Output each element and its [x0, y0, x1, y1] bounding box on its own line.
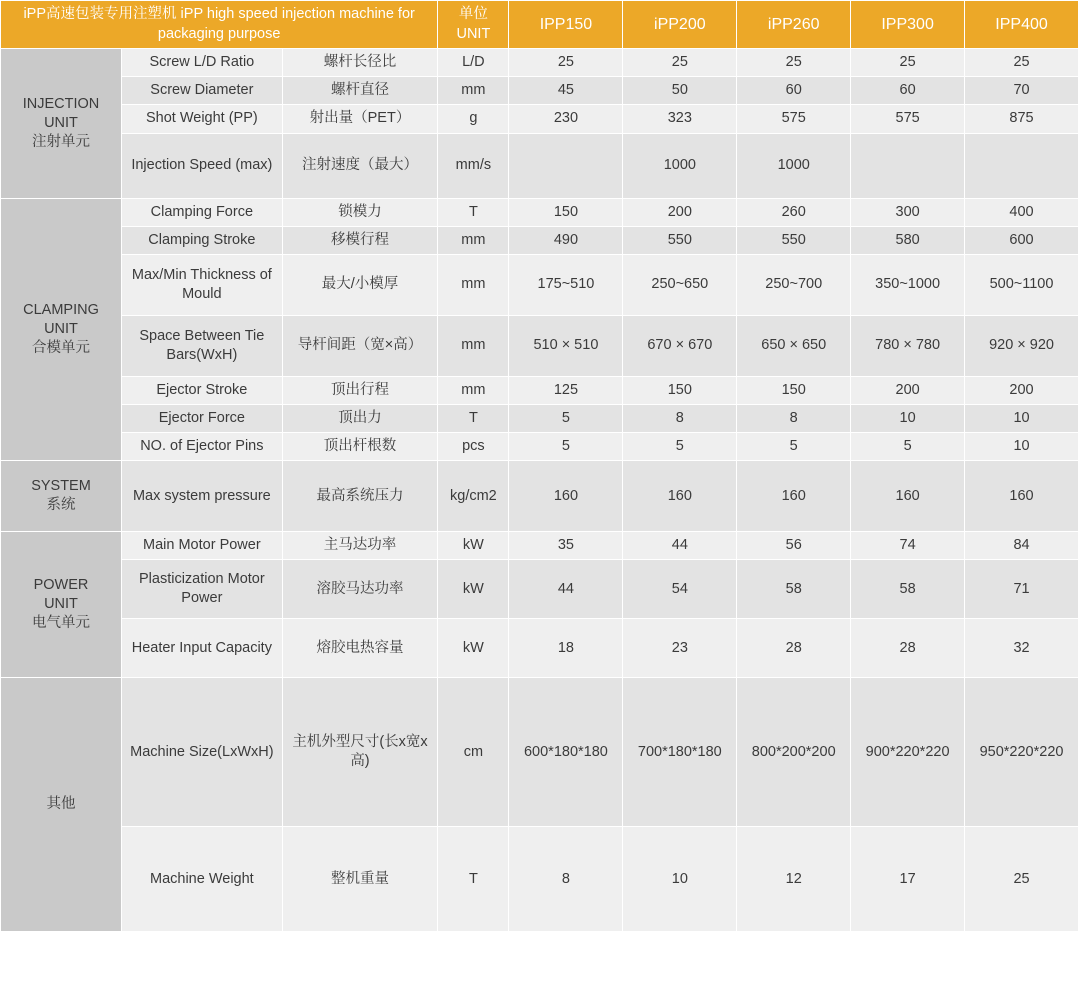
- cell-value: 350~1000: [851, 254, 965, 315]
- cell-value: 323: [623, 105, 737, 133]
- cell-value: 5: [737, 433, 851, 461]
- row-unit: mm: [438, 226, 509, 254]
- row-label-en: Machine Weight: [122, 827, 283, 932]
- table-header: [1, 1, 1079, 49]
- cell-value: 18: [509, 619, 623, 678]
- row-label-en: Max/Min Thickness of Mould: [122, 254, 283, 315]
- row-unit: T: [438, 827, 509, 932]
- group-label-power: [1, 532, 122, 678]
- cell-value: 920 × 920: [965, 315, 1079, 376]
- cell-value: 490: [509, 226, 623, 254]
- group-label-en-line1: CLAMPING: [23, 301, 99, 318]
- model-header-4: IPP400: [965, 1, 1079, 49]
- model-header-0: IPP150: [509, 1, 623, 49]
- cell-value: 250~650: [623, 254, 737, 315]
- cell-value: 200: [623, 198, 737, 226]
- cell-value: 71: [965, 560, 1079, 619]
- row-unit: g: [438, 105, 509, 133]
- cell-value: 8: [737, 404, 851, 432]
- cell-value: 160: [509, 461, 623, 532]
- row-unit: kg/cm2: [438, 461, 509, 532]
- row-label-en: Heater Input Capacity: [122, 619, 283, 678]
- row-label-cn: 溶胶马达功率: [282, 560, 438, 619]
- row-label-en: Ejector Stroke: [122, 376, 283, 404]
- cell-value: 58: [851, 560, 965, 619]
- table-row: [1, 254, 1079, 315]
- row-label-en: Plasticization Motor Power: [122, 560, 283, 619]
- row-label-cn: 锁模力: [282, 198, 438, 226]
- row-label-en: Ejector Force: [122, 404, 283, 432]
- table-row: [1, 433, 1079, 461]
- cell-value: 575: [737, 105, 851, 133]
- cell-value: 5: [509, 433, 623, 461]
- cell-value: [509, 133, 623, 198]
- cell-value: 300: [851, 198, 965, 226]
- cell-value: 160: [851, 461, 965, 532]
- cell-value: 900*220*220: [851, 678, 965, 827]
- cell-value: 650 × 650: [737, 315, 851, 376]
- table-row: [1, 49, 1079, 77]
- group-label-cn: 电气单元: [32, 615, 90, 632]
- table-row: [1, 77, 1079, 105]
- row-label-cn: 移模行程: [282, 226, 438, 254]
- cell-value: 58: [737, 560, 851, 619]
- row-label-en: Clamping Force: [122, 198, 283, 226]
- cell-value: 28: [851, 619, 965, 678]
- cell-value: 260: [737, 198, 851, 226]
- cell-value: 5: [623, 433, 737, 461]
- group-label-en-line1: SYSTEM: [31, 478, 91, 494]
- row-unit: mm: [438, 254, 509, 315]
- cell-value: 150: [623, 376, 737, 404]
- cell-value: 200: [851, 376, 965, 404]
- row-label-en: NO. of Ejector Pins: [122, 433, 283, 461]
- row-label-cn: 主机外型尺寸(长x宽x高): [282, 678, 438, 827]
- cell-value: 1000: [737, 133, 851, 198]
- cell-value: 74: [851, 532, 965, 560]
- table-row: [1, 315, 1079, 376]
- cell-value: [965, 133, 1079, 198]
- row-unit: mm/s: [438, 133, 509, 198]
- row-unit: mm: [438, 376, 509, 404]
- table-row: [1, 678, 1079, 827]
- table-row: [1, 105, 1079, 133]
- cell-value: 70: [965, 77, 1079, 105]
- cell-value: 44: [509, 560, 623, 619]
- row-label-en: Screw L/D Ratio: [122, 49, 283, 77]
- model-header-3: IPP300: [851, 1, 965, 49]
- row-unit: kW: [438, 532, 509, 560]
- cell-value: 875: [965, 105, 1079, 133]
- cell-value: 10: [623, 827, 737, 932]
- table-row: [1, 532, 1079, 560]
- cell-value: 160: [623, 461, 737, 532]
- row-unit: mm: [438, 77, 509, 105]
- group-label-cn: 系统: [46, 497, 76, 514]
- cell-value: 54: [623, 560, 737, 619]
- row-label-cn: 注射速度（最大）: [282, 133, 438, 198]
- cell-value: 25: [965, 49, 1079, 77]
- cell-value: 12: [737, 827, 851, 932]
- table-row: [1, 226, 1079, 254]
- cell-value: 10: [965, 433, 1079, 461]
- row-unit: T: [438, 404, 509, 432]
- table-body: [1, 49, 1079, 932]
- cell-value: 950*220*220: [965, 678, 1079, 827]
- cell-value: 800*200*200: [737, 678, 851, 827]
- unit-header: [438, 1, 509, 49]
- cell-value: 160: [965, 461, 1079, 532]
- cell-value: 250~700: [737, 254, 851, 315]
- cell-value: 25: [623, 49, 737, 77]
- row-unit: cm: [438, 678, 509, 827]
- cell-value: 35: [509, 532, 623, 560]
- table-row: [1, 461, 1079, 532]
- row-label-cn: 最大/小模厚: [282, 254, 438, 315]
- group-label-en-line1: INJECTION: [22, 95, 100, 112]
- group-label-cn: 合模单元: [32, 339, 90, 356]
- cell-value: 25: [965, 827, 1079, 932]
- table-row: [1, 133, 1079, 198]
- cell-value: 60: [851, 77, 965, 105]
- cell-value: 10: [851, 404, 965, 432]
- table-row: [1, 404, 1079, 432]
- group-label-clamping: [1, 198, 122, 461]
- unit-header-line2: UNIT: [456, 25, 491, 42]
- cell-value: 700*180*180: [623, 678, 737, 827]
- group-label-en-line2: UNIT: [44, 320, 78, 337]
- row-label-cn: 螺杆直径: [282, 77, 438, 105]
- row-unit: kW: [438, 560, 509, 619]
- unit-header-line1: 单位: [458, 6, 488, 23]
- cell-value: 600*180*180: [509, 678, 623, 827]
- row-label-cn: 射出量（PET）: [282, 105, 438, 133]
- cell-value: 45: [509, 77, 623, 105]
- cell-value: 5: [851, 433, 965, 461]
- group-label-en-line1: POWER: [33, 577, 89, 593]
- cell-value: 550: [737, 226, 851, 254]
- row-label-cn: 主马达功率: [282, 532, 438, 560]
- cell-value: [851, 133, 965, 198]
- cell-value: 50: [623, 77, 737, 105]
- cell-value: 125: [509, 376, 623, 404]
- group-label-en-line2: UNIT: [44, 114, 78, 131]
- row-label-cn: 最高系统压力: [282, 461, 438, 532]
- cell-value: 500~1100: [965, 254, 1079, 315]
- cell-value: 175~510: [509, 254, 623, 315]
- cell-value: 510 × 510: [509, 315, 623, 376]
- group-label-injection: [1, 49, 122, 198]
- table-row: [1, 198, 1079, 226]
- cell-value: 600: [965, 226, 1079, 254]
- table-row: [1, 560, 1079, 619]
- cell-value: 56: [737, 532, 851, 560]
- row-label-en: Screw Diameter: [122, 77, 283, 105]
- cell-value: 8: [509, 827, 623, 932]
- group-label-cn: 其他: [46, 796, 76, 813]
- cell-value: 580: [851, 226, 965, 254]
- row-label-en: Shot Weight (PP): [122, 105, 283, 133]
- row-label-cn: 顶出力: [282, 404, 438, 432]
- cell-value: 17: [851, 827, 965, 932]
- table-row: [1, 619, 1079, 678]
- cell-value: 400: [965, 198, 1079, 226]
- row-unit: pcs: [438, 433, 509, 461]
- group-label-system: [1, 461, 122, 532]
- row-unit: L/D: [438, 49, 509, 77]
- cell-value: 5: [509, 404, 623, 432]
- model-header-1: iPP200: [623, 1, 737, 49]
- cell-value: 200: [965, 376, 1079, 404]
- cell-value: 670 × 670: [623, 315, 737, 376]
- row-label-cn: 顶出杆根数: [282, 433, 438, 461]
- table-row: [1, 376, 1079, 404]
- table-title: iPP高速包装专用注塑机 iPP high speed injection machine for packaging purpose: [1, 1, 438, 49]
- cell-value: 23: [623, 619, 737, 678]
- cell-value: 575: [851, 105, 965, 133]
- row-unit: kW: [438, 619, 509, 678]
- row-label-cn: 螺杆长径比: [282, 49, 438, 77]
- row-label-cn: 熔胶电热容量: [282, 619, 438, 678]
- row-label-en: Clamping Stroke: [122, 226, 283, 254]
- row-label-cn: 导杆间距（宽×高）: [282, 315, 438, 376]
- row-label-en: Max system pressure: [122, 461, 283, 532]
- cell-value: 150: [737, 376, 851, 404]
- cell-value: 25: [737, 49, 851, 77]
- cell-value: 44: [623, 532, 737, 560]
- cell-value: 230: [509, 105, 623, 133]
- row-unit: mm: [438, 315, 509, 376]
- cell-value: 780 × 780: [851, 315, 965, 376]
- row-label-en: Injection Speed (max): [122, 133, 283, 198]
- row-label-cn: 顶出行程: [282, 376, 438, 404]
- cell-value: 84: [965, 532, 1079, 560]
- cell-value: 25: [509, 49, 623, 77]
- cell-value: 25: [851, 49, 965, 77]
- cell-value: 8: [623, 404, 737, 432]
- cell-value: 32: [965, 619, 1079, 678]
- row-label-en: Space Between Tie Bars(WxH): [122, 315, 283, 376]
- row-label-cn: 整机重量: [282, 827, 438, 932]
- table-row: [1, 827, 1079, 932]
- row-label-en: Main Motor Power: [122, 532, 283, 560]
- model-header-2: iPP260: [737, 1, 851, 49]
- group-label-en-line2: UNIT: [44, 596, 78, 613]
- row-label-en: Machine Size(LxWxH): [122, 678, 283, 827]
- cell-value: 150: [509, 198, 623, 226]
- cell-value: 1000: [623, 133, 737, 198]
- row-unit: T: [438, 198, 509, 226]
- cell-value: 10: [965, 404, 1079, 432]
- cell-value: 160: [737, 461, 851, 532]
- cell-value: 60: [737, 77, 851, 105]
- cell-value: 550: [623, 226, 737, 254]
- group-label-cn: 注射单元: [32, 133, 90, 150]
- cell-value: 28: [737, 619, 851, 678]
- group-label-other: [1, 678, 122, 932]
- header-row: [1, 1, 1079, 49]
